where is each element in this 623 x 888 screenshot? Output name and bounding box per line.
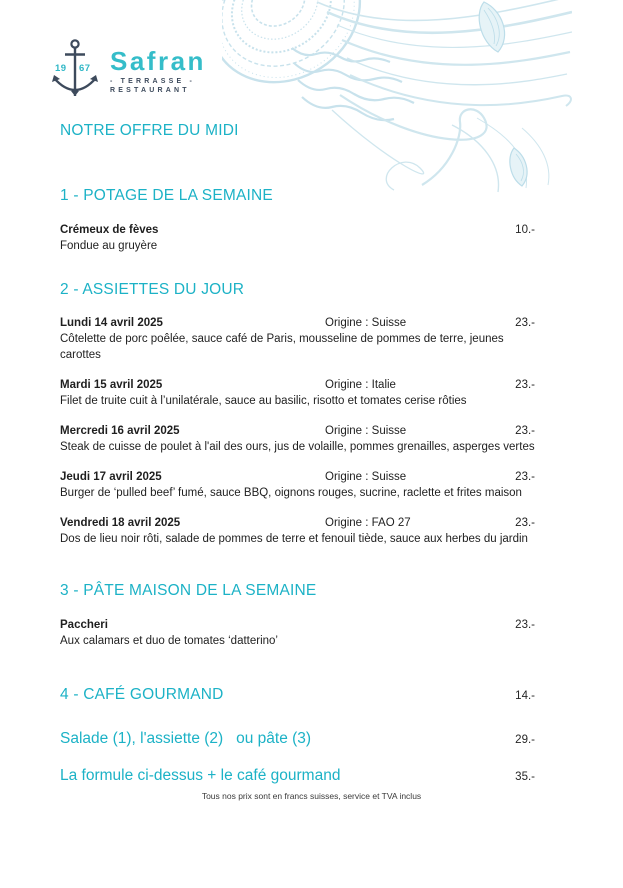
day-row-mardi: [60, 377, 535, 393]
logo-text: [110, 48, 206, 94]
day-price: 23.-: [515, 517, 535, 529]
item-name: Crémeux de fèves: [60, 224, 159, 236]
day-origin: Origine : Suisse: [325, 471, 407, 483]
day-row-mercredi: [60, 423, 535, 439]
section-cafe-gourmand: [60, 685, 535, 705]
item-name: Paccheri: [60, 619, 108, 631]
item-description: Aux calamars et duo de tomates ‘datterino’: [60, 635, 278, 647]
day-row-vendredi: [60, 515, 535, 531]
logo-year-left: 19: [55, 63, 67, 74]
day-title: Mardi 15 avril 2025: [60, 379, 163, 391]
day-price: 23.-: [515, 425, 535, 437]
formula-price: 35.-: [515, 771, 535, 783]
menu-title: NOTRE OFFRE DU MIDI: [60, 122, 239, 139]
day-description: Côtelette de porc poêlée, sauce café de Paris, mousseline de pommes de terre, jeunes carottes: [60, 333, 504, 361]
brand-subtitle-terrasse: - TERRASSE -: [110, 78, 196, 85]
day-origin: Origine : Italie: [325, 379, 396, 391]
day-title: Jeudi 17 avril 2025: [60, 471, 162, 483]
section-heading-cafe: 4 - CAFÉ GOURMAND: [60, 686, 224, 703]
section-heading-assiettes: 2 - ASSIETTES DU JOUR: [60, 281, 245, 298]
section-heading-pate: 3 - PÂTE MAISON DE LA SEMAINE: [60, 582, 317, 599]
menu-item-pate: [60, 617, 535, 633]
day-row-jeudi: [60, 469, 535, 485]
item-price: 10.-: [515, 224, 535, 236]
day-origin: Origine : Suisse: [325, 425, 407, 437]
day-price: 23.-: [515, 471, 535, 483]
day-description: Dos de lieu noir rôti, salade de pommes de terre et fenouil tiède, sauce aux herbes du jardin: [60, 533, 528, 545]
day-row-lundi: [60, 315, 535, 331]
day-description: Burger de ‘pulled beef’ fumé, sauce BBQ, oignons rouges, sucrine, raclette et frites maison: [60, 487, 522, 499]
footer-note: Tous nos prix sont en francs suisses, service et TVA inclus: [201, 791, 422, 801]
day-origin: Origine : Suisse: [325, 317, 407, 329]
formula-label: Salade (1), l'assiette (2) ou pâte (3): [60, 730, 312, 747]
formula-price: 29.-: [515, 734, 535, 746]
brand-subtitle-restaurant: RESTAURANT: [110, 87, 190, 94]
day-title: Lundi 14 avril 2025: [60, 317, 163, 329]
anchor-logo-mark: [50, 38, 100, 104]
item-price: 14.-: [515, 690, 535, 702]
item-price: 23.-: [515, 619, 535, 631]
day-price: 23.-: [515, 379, 535, 391]
day-title: Vendredi 18 avril 2025: [60, 517, 181, 529]
brand-name: Safran: [110, 46, 206, 76]
day-description: Filet de truite cuit à l’unilatérale, sauce au basilic, risotto et tomates cerise rôties: [60, 395, 467, 407]
formula-label: La formule ci-dessus + le café gourmand: [60, 767, 341, 784]
formula-row-2: [60, 766, 535, 786]
day-description: Steak de cuisse de poulet à l'ail des ours, jus de volaille, pommes grenailles, asperges vertes: [60, 441, 535, 453]
restaurant-logo: [50, 38, 206, 104]
day-title: Mercredi 16 avril 2025: [60, 425, 180, 437]
section-heading-potage: 1 - POTAGE DE LA SEMAINE: [60, 187, 273, 204]
day-origin: Origine : FAO 27: [325, 517, 411, 529]
formula-row-1: [60, 729, 535, 749]
logo-year-right: 67: [79, 63, 91, 74]
day-price: 23.-: [515, 317, 535, 329]
menu-item-potage: [60, 222, 535, 238]
item-description: Fondue au gruyère: [60, 240, 158, 252]
menu-content: [60, 121, 535, 786]
